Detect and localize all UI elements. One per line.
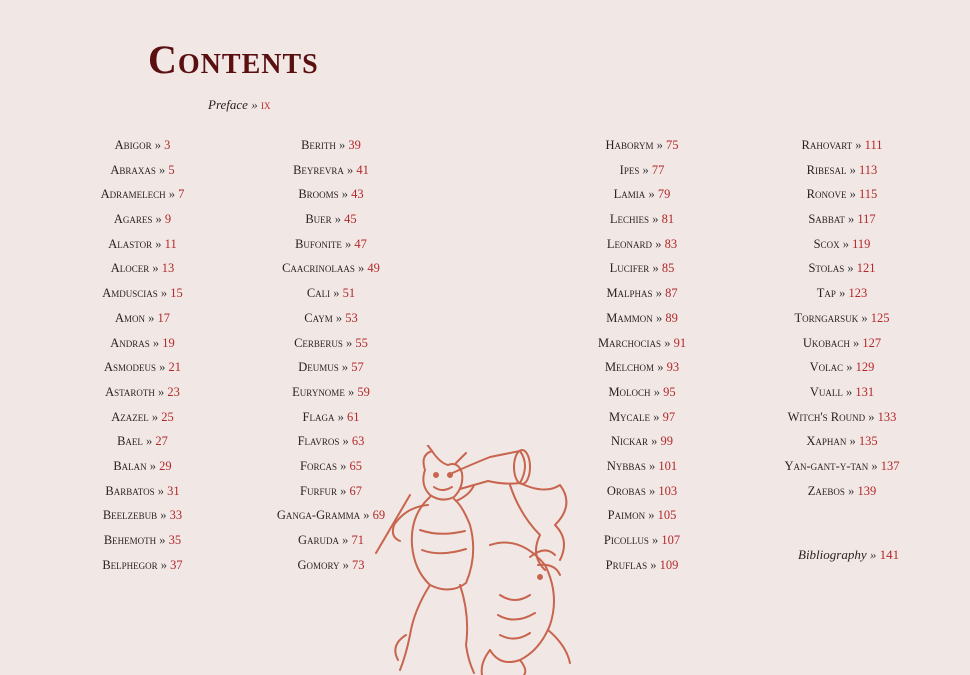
toc-entry-page-number: 37 [170, 557, 183, 572]
toc-entry-name: Abraxas [110, 162, 156, 177]
toc-entry-name: Ganga-Gramma [276, 508, 361, 523]
toc-entry-separator: » [651, 434, 658, 449]
toc-entry-page-number: 97 [662, 409, 676, 424]
toc-entry-separator: » [652, 261, 659, 276]
toc-entry-name: Pruflas [605, 557, 648, 572]
toc-entry-name: Mammon [606, 310, 653, 325]
toc-entry-name: Haborym [605, 138, 654, 152]
toc-entry[interactable] [262, 187, 400, 212]
toc-entry-separator: » [148, 310, 155, 325]
toc-entry-page-number: 125 [870, 310, 890, 325]
toc-entry-separator: » [157, 483, 164, 498]
toc-entry-page-number: 19 [162, 335, 175, 350]
toc-entry-separator: » [363, 508, 370, 523]
toc-entry-separator: » [849, 187, 856, 202]
toc-entry-name: Ronove [806, 187, 847, 202]
toc-entry-name: Sabbat [808, 212, 845, 227]
toc-entry-name: Mycale [608, 409, 651, 424]
toc-entry-separator: » [341, 187, 349, 202]
toc-entry[interactable] [582, 410, 702, 435]
toc-entry-page-number: 57 [351, 360, 364, 375]
toc-entry-name: Orobas [606, 483, 646, 498]
toc-entry-name: Beelzebub [102, 508, 158, 523]
toc-entry-name: Cali [306, 286, 331, 301]
toc-entry-name: Melchom [604, 360, 655, 375]
toc-entry[interactable] [85, 138, 200, 163]
toc-entry[interactable] [85, 508, 200, 533]
toc-entry-separator: » [339, 138, 346, 152]
toc-entry-page-number: 135 [858, 434, 878, 449]
toc-entry-separator: » [342, 557, 349, 572]
toc-entry-separator: » [871, 458, 878, 473]
toc-entry-separator: » [846, 360, 853, 375]
toc-entry[interactable] [85, 212, 200, 237]
toc-entry[interactable] [582, 187, 702, 212]
toc-entry-separator: » [152, 335, 160, 350]
toc-entry-name: Scox [813, 236, 840, 251]
toc-entry-separator: » [853, 335, 860, 350]
toc-entry-separator: » [159, 360, 166, 375]
toc-entry[interactable] [774, 237, 910, 262]
toc-entry-page-number: 5 [168, 162, 175, 177]
toc-entry[interactable] [774, 336, 910, 361]
toc-entry-name: Astaroth [105, 384, 155, 399]
toc-entry-page-number: 55 [355, 335, 368, 350]
toc-entry-separator: » [149, 458, 157, 473]
toc-entry[interactable] [582, 261, 702, 286]
toc-entry-name: Tap [816, 286, 836, 301]
toc-entry-name: Moloch [608, 384, 651, 399]
toc-entry[interactable] [262, 212, 400, 237]
toc-entry[interactable] [85, 286, 200, 311]
toc-entry[interactable] [85, 163, 200, 188]
toc-entry-page-number: 117 [857, 212, 876, 227]
toc-entry[interactable] [262, 385, 400, 410]
toc-entry[interactable] [774, 459, 910, 484]
toc-entry-name: Torngarsuk [794, 310, 859, 325]
toc-entry-name: Caacrinolaas [282, 261, 355, 276]
preface-entry[interactable] [208, 97, 270, 113]
toc-entry[interactable] [582, 138, 702, 163]
toc-entry-name: Vuall [809, 384, 843, 399]
toc-entry-separator: » [168, 187, 176, 202]
toc-entry[interactable] [262, 138, 400, 163]
toc-entry-page-number: 11 [164, 236, 177, 251]
toc-entry-separator: » [653, 384, 660, 399]
toc-entry-separator: » [158, 384, 165, 399]
toc-entry-name: Balan [113, 458, 147, 473]
toc-entry-name: Furfur [300, 483, 337, 498]
toc-entry[interactable] [262, 286, 400, 311]
toc-entry-separator: » [334, 212, 342, 227]
toc-entry-name: Nybbas [606, 458, 646, 473]
toc-entry-name: Azazel [111, 409, 149, 424]
toc-entry-name: Zaebos [807, 483, 845, 498]
toc-entry-separator: » [345, 236, 352, 251]
toc-entry-page-number: 43 [351, 187, 364, 202]
toc-entry-separator: » [340, 483, 347, 498]
toc-entry-page-number: 15 [170, 286, 183, 301]
toc-entry-name: Agares [113, 212, 153, 227]
toc-entry-page-number: 71 [351, 533, 365, 547]
toc-entry[interactable] [774, 187, 910, 212]
toc-entry-page-number: 109 [659, 557, 679, 572]
toc-entry-separator: » [160, 286, 168, 301]
toc-entry-separator: » [358, 261, 365, 276]
toc-entry-page-number: 21 [168, 360, 182, 375]
toc-entry[interactable] [85, 385, 200, 410]
toc-entry[interactable] [774, 434, 910, 459]
toc-entry-name: Alastor [108, 236, 153, 251]
toc-entry-name: Witch's Round [787, 409, 866, 424]
contents-column-4 [774, 138, 910, 508]
toc-entry-page-number: 93 [666, 360, 680, 375]
toc-entry-page-number: 9 [164, 212, 172, 227]
toc-entry-page-number: 115 [859, 187, 878, 202]
toc-entry-separator: » [642, 162, 649, 177]
toc-entry-name: Garuda [297, 533, 340, 547]
toc-entry-page-number: 3 [164, 138, 171, 152]
toc-entry-separator: » [653, 409, 660, 424]
toc-entry-name: Amduscias [102, 286, 158, 301]
toc-entry-name: Forcas [300, 458, 337, 473]
toc-entry[interactable] [582, 212, 702, 237]
toc-entry-page-number: 75 [666, 138, 679, 152]
toc-entry-name: Ribesal [806, 162, 847, 177]
toc-entry-page-number: 101 [658, 458, 678, 473]
toc-entry[interactable] [262, 163, 400, 188]
toc-entry-page-number: 89 [665, 310, 678, 325]
toc-entry-page-number: 7 [178, 187, 185, 202]
toc-entry[interactable] [582, 163, 702, 188]
toc-entry-separator: » [652, 212, 659, 227]
toc-entry-page-number: 69 [372, 508, 386, 523]
toc-entry-name: Leonard [606, 236, 653, 251]
toc-entry-page-number: 61 [346, 409, 360, 424]
toc-entry-separator: » [655, 236, 662, 251]
toc-entry-name: Ipes [619, 162, 640, 177]
toc-entry[interactable] [85, 336, 200, 361]
toc-entry-page-number: 95 [663, 384, 676, 399]
toc-entry-name: Abigor [114, 138, 152, 152]
toc-entry[interactable] [85, 311, 200, 336]
toc-entry-name: Bael [117, 434, 143, 449]
toc-entry-separator: » [341, 360, 349, 375]
toc-entry-page-number: 79 [657, 187, 671, 202]
toc-entry-separator: » [155, 212, 162, 227]
toc-entry-name: Amon [114, 310, 146, 325]
toc-entry-name: Picollus [603, 533, 649, 547]
toc-entry-separator: » [337, 409, 344, 424]
toc-entry[interactable] [262, 336, 400, 361]
toc-entry-separator: » [159, 533, 166, 547]
toc-entry-page-number: 113 [859, 162, 878, 177]
toc-entry-page-number: 127 [862, 335, 882, 350]
toc-entry-page-number: 35 [168, 533, 182, 547]
toc-entry[interactable] [774, 163, 910, 188]
toc-entry-name: Barbatos [105, 483, 155, 498]
toc-entry-page-number: 73 [352, 557, 365, 572]
toc-entry-separator: » [347, 162, 354, 177]
toc-entry-separator: » [868, 409, 875, 424]
toc-entry-page-number: 133 [877, 409, 897, 424]
toc-entry[interactable] [262, 311, 400, 336]
toc-entry-page-number: 63 [351, 434, 365, 449]
toc-entry-name: Stolas [808, 261, 845, 276]
toc-entry-name: Marchocias [597, 335, 662, 350]
toc-entry-page-number: 137 [880, 458, 900, 473]
toc-entry-separator: » [849, 162, 856, 177]
toc-entry-separator: » [855, 138, 862, 152]
toc-entry-name: Alocer [110, 261, 150, 276]
preface-label: Preface [208, 97, 248, 112]
toc-entry[interactable] [262, 410, 400, 435]
toc-entry-page-number: 53 [345, 310, 358, 325]
bibliography-label: Bibliography [798, 547, 867, 562]
toc-entry[interactable] [85, 558, 200, 583]
toc-entry-separator: » [155, 236, 162, 251]
toc-entry-name: Caym [304, 310, 333, 325]
toc-entry-name: Lechies [609, 212, 650, 227]
toc-entry-name: Deumus [298, 360, 339, 375]
toc-entry-separator: » [146, 434, 153, 449]
demon-with-horn-engraving-icon [370, 445, 610, 675]
toc-entry[interactable] [774, 484, 910, 509]
toc-entry[interactable] [774, 385, 910, 410]
toc-entry-page-number: 131 [855, 384, 875, 399]
toc-entry-name: Gomory [297, 557, 340, 572]
toc-entry-separator: » [847, 261, 854, 276]
toc-entry-separator: » [151, 409, 159, 424]
toc-entry-separator: » [649, 483, 656, 498]
toc-entry[interactable] [262, 237, 400, 262]
toc-entry[interactable] [582, 311, 702, 336]
toc-entry-page-number: 29 [159, 458, 172, 473]
toc-entry[interactable] [262, 360, 400, 385]
toc-entry[interactable] [85, 533, 200, 558]
toc-entry-separator: » [160, 557, 168, 572]
toc-entry-page-number: 45 [344, 212, 357, 227]
toc-entry-separator: » [342, 434, 349, 449]
toc-entry[interactable] [774, 138, 910, 163]
toc-entry-page-number: 87 [665, 286, 678, 301]
contents-column-1 [85, 138, 200, 582]
toc-entry-page-number: 23 [167, 384, 180, 399]
toc-entry-page-number: 91 [673, 335, 687, 350]
toc-entry-page-number: 17 [157, 310, 171, 325]
bibliography-separator: » [869, 547, 877, 562]
toc-entry[interactable] [774, 212, 910, 237]
toc-entry[interactable] [582, 237, 702, 262]
toc-entry[interactable] [582, 336, 702, 361]
toc-entry-page-number: 103 [658, 483, 678, 498]
toc-entry-name: Flaga [302, 409, 335, 424]
toc-entry[interactable] [774, 360, 910, 385]
toc-entry-separator: » [655, 286, 662, 301]
toc-entry-separator: » [664, 335, 671, 350]
toc-entry-name: Flavros [297, 434, 340, 449]
toc-entry-separator: » [340, 458, 347, 473]
toc-entry-name: Cerberus [294, 335, 343, 350]
toc-entry-separator: » [650, 557, 657, 572]
toc-entry-page-number: 49 [367, 261, 380, 276]
toc-entry[interactable] [582, 286, 702, 311]
toc-entry-name: Buer [305, 212, 332, 227]
page-title: Contents [148, 37, 319, 82]
toc-entry-name: Andras [110, 335, 150, 350]
bibliography-entry[interactable] [798, 547, 899, 563]
toc-entry[interactable] [582, 385, 702, 410]
toc-entry-separator: » [847, 212, 855, 227]
toc-entry-separator: » [649, 458, 656, 473]
toc-entry[interactable] [774, 261, 910, 286]
toc-entry[interactable] [85, 187, 200, 212]
toc-entry-name: Nickar [610, 434, 649, 449]
toc-entry-name: Lucifer [609, 261, 650, 276]
toc-entry-separator: » [861, 310, 868, 325]
toc-entry-separator: » [656, 138, 663, 152]
toc-entry-page-number: 121 [856, 261, 876, 276]
toc-entry-name: Paimon [607, 508, 646, 523]
toc-entry-name: Yan-gant-y-tan [784, 458, 869, 473]
preface-separator: » [251, 97, 258, 112]
toc-entry-name: Adramelech [100, 187, 166, 202]
toc-entry[interactable] [85, 410, 200, 435]
toc-entry-page-number: 25 [161, 409, 174, 424]
toc-entry-separator: » [648, 187, 655, 202]
toc-entry-separator: » [651, 533, 659, 547]
toc-entry-page-number: 81 [661, 212, 675, 227]
toc-entry[interactable] [85, 484, 200, 509]
toc-entry-page-number: 77 [651, 162, 665, 177]
toc-entry-page-number: 65 [349, 458, 362, 473]
toc-entry-name: Beyrevra [293, 162, 344, 177]
toc-entry-page-number: 129 [855, 360, 875, 375]
toc-entry-page-number: 99 [660, 434, 674, 449]
toc-entry-name: Volac [809, 360, 844, 375]
toc-entry-page-number: 123 [848, 286, 868, 301]
toc-entry-name: Brooms [298, 187, 339, 202]
toc-entry-name: Berith [301, 138, 336, 152]
toc-entry-page-number: 105 [657, 508, 677, 523]
toc-entry[interactable] [85, 434, 200, 459]
toc-entry[interactable] [774, 410, 910, 435]
toc-entry-page-number: 83 [664, 236, 678, 251]
toc-entry-separator: » [846, 384, 853, 399]
preface-page-number: ix [260, 97, 271, 112]
toc-entry-page-number: 67 [349, 483, 362, 498]
toc-entry-page-number: 111 [864, 138, 883, 152]
toc-entry[interactable] [85, 261, 200, 286]
toc-entry[interactable] [262, 261, 400, 286]
toc-entry-separator: » [655, 310, 663, 325]
bibliography-page-number: 141 [879, 547, 900, 562]
toc-entry-name: Behemoth [103, 533, 157, 547]
toc-entry-name: Asmodeus [103, 360, 157, 375]
toc-entry-separator: » [346, 335, 353, 350]
toc-entry-separator: » [347, 384, 355, 399]
toc-entry[interactable] [85, 237, 200, 262]
toc-entry-name: Bufonite [295, 236, 342, 251]
toc-entry-separator: » [849, 434, 856, 449]
toc-entry[interactable] [582, 360, 702, 385]
toc-entry-page-number: 47 [354, 236, 367, 251]
toc-entry-separator: » [842, 236, 849, 251]
toc-entry-separator: » [152, 261, 159, 276]
toc-entry-separator: » [657, 360, 664, 375]
toc-entry-separator: » [160, 508, 167, 523]
toc-entry-page-number: 59 [357, 384, 370, 399]
toc-entry-separator: » [648, 508, 655, 523]
toc-entry-name: Eurynome [292, 384, 345, 399]
toc-entry-page-number: 27 [155, 434, 168, 449]
toc-entry-separator: » [848, 483, 855, 498]
toc-entry-name: Xaphan [806, 434, 847, 449]
toc-entry[interactable] [774, 311, 910, 336]
toc-entry-page-number: 51 [342, 286, 356, 301]
toc-entry-separator: » [839, 286, 846, 301]
toc-entry-name: Ukobach [802, 335, 850, 350]
toc-entry-page-number: 33 [169, 508, 183, 523]
toc-entry-page-number: 85 [661, 261, 675, 276]
toc-entry-page-number: 139 [857, 483, 877, 498]
toc-entry[interactable] [85, 459, 200, 484]
toc-entry-page-number: 39 [348, 138, 361, 152]
toc-entry-name: Lamia [613, 187, 646, 202]
toc-entry-separator: » [335, 310, 343, 325]
toc-entry-name: Malphas [606, 286, 653, 301]
toc-entry[interactable] [85, 360, 200, 385]
toc-entry-page-number: 119 [852, 236, 871, 251]
toc-entry-separator: » [333, 286, 340, 301]
toc-entry-separator: » [342, 533, 349, 547]
toc-entry-page-number: 41 [356, 162, 369, 177]
toc-entry[interactable] [774, 286, 910, 311]
toc-entry-page-number: 13 [161, 261, 175, 276]
toc-entry-name: Belphegor [102, 557, 158, 572]
toc-entry-name: Rahovart [801, 138, 853, 152]
toc-entry-separator: » [159, 162, 166, 177]
toc-entry-page-number: 31 [167, 483, 180, 498]
toc-entry-separator: » [154, 138, 162, 152]
toc-entry-page-number: 107 [661, 533, 681, 547]
